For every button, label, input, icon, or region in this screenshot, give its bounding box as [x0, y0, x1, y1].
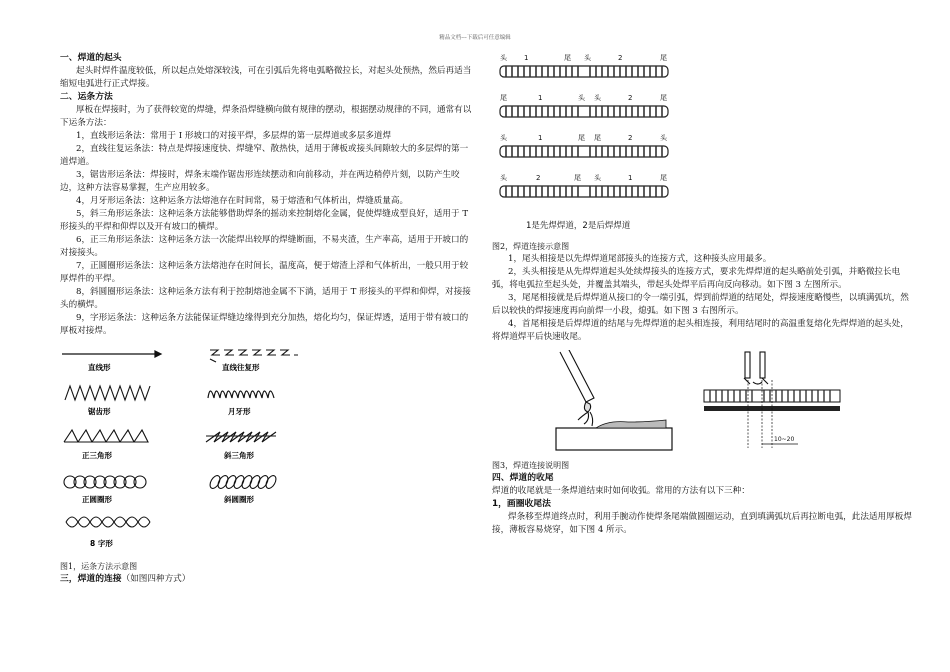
- fig2-c-num-1: 1: [538, 134, 543, 142]
- fig2-b-head-left: 头: [578, 94, 585, 102]
- section-title-start: 一、焊道的起头: [60, 53, 122, 63]
- technique-item-5: 5，斜三角形运条法：这种运条方法能够借助焊条的摇动来控制熔化金属，促使焊缝成型良好，适用于 T 形接头的平焊和仰焊以及开有坡口的横焊。: [60, 209, 469, 232]
- technique-item-8: 8，斜圆圈形运条法：这种运条方法有利于控制熔池金属不下淌，适用于 T 形接头的平焊和仰焊，对接接头的横焊。: [60, 287, 471, 310]
- connection-item-1: 1，尾头相接是以先焊焊道尾部接头的连接方式，这种接头应用最多。: [508, 254, 772, 264]
- fig1-label-8: 斜圆圈形: [224, 495, 254, 504]
- fig2-b-tail-right: 尾: [660, 94, 667, 102]
- fig2-d-head-right: 头: [594, 174, 601, 182]
- left-workpiece: [556, 428, 672, 450]
- fig2-a-tail-right: 尾: [660, 54, 667, 62]
- section-title-connection-suffix: （如图四种方式）: [121, 574, 191, 584]
- fig1-label-3: 锯齿形: [88, 407, 111, 416]
- section-intro-technique: 厚板在焊接时，为了获得较宽的焊缝，焊条沿焊缝横向做有规律的摆动，根据摆动规律的不同，通常有以下运条方法：: [60, 105, 472, 128]
- fig2-a-num-1: 1: [524, 54, 529, 62]
- ending-method-1-text: 焊条移至焊道终点时，利用手腕动作使焊条尾端做圆圈运动，直到填满弧坑后再拉断电弧，此法适用厚板焊接，薄板容易烧穿，如下图 4 所示。: [492, 512, 912, 535]
- fig2-b-tail-left: 尾: [500, 94, 507, 102]
- fig2-d-tail-left: 尾: [574, 174, 581, 182]
- left-weld-bead: [596, 420, 666, 428]
- pattern-zigzag-icon: [65, 386, 150, 400]
- fig2-b-num-2: 2: [628, 94, 633, 102]
- right-column: [492, 52, 914, 537]
- technique-item-7: 7，正圆圈形运条法：这种运条方法熔池存在时间长，温度高，便于熔渣上浮和气体析出，一般只用于较厚焊件的平焊。: [60, 261, 469, 284]
- fig1-label-9: 8 字形: [90, 539, 113, 548]
- connection-item-3: 3，尾尾相接就是后焊焊道从接口的令一端引弧，焊到前焊道的结尾处，焊接速度略慢些，以填满弧坑，然后以较快的焊接速度再向前焊一小段，熄弧。如下图 3 右图所示。: [492, 293, 909, 316]
- figure-3-caption: 图3，焊道连接说明图: [492, 461, 570, 470]
- technique-item-9: 9，字形运条法：这种运条方法能保证焊缝边缘得到充分加热，熔化均匀，保证焊透，适用于带有坡口的厚板对接焊。: [60, 313, 469, 336]
- fig2-d-num-2: 2: [536, 174, 541, 182]
- pattern-backforth-icon: [210, 350, 298, 362]
- pattern-oblique-circle-icon: [208, 474, 278, 490]
- pattern-crescent-icon: [208, 391, 274, 398]
- fig2-a-head-left: 头: [500, 54, 507, 62]
- fig1-label-4: 月牙形: [228, 407, 251, 416]
- fig1-label-7: 正圆圈形: [82, 495, 112, 504]
- pattern-circle-icon: [64, 476, 146, 488]
- section-title-connection-line: [60, 573, 472, 586]
- figure-3-connection-illustration: [548, 350, 848, 455]
- fig1-label-5: 正三角形: [82, 451, 112, 460]
- technique-item-4: 4，月牙形运条法：这种运条方法熔池存在时间常，易于熔渣和气体析出，焊缝质量高。: [76, 196, 409, 206]
- section-title-ending: 四、焊道的收尾: [492, 473, 554, 483]
- technique-item-6: 6，正三角形运条法：这种运条方法一次能焊出较厚的焊缝断面，不易夹渣，生产率高，适用于开坡口的对接接头。: [60, 235, 469, 258]
- welding-electrode-icon: [560, 350, 594, 426]
- left-column: [60, 52, 472, 586]
- fig2-c-tail-left: 尾: [578, 134, 585, 142]
- figure-2-caption: 图2，焊道连接示意图: [492, 242, 570, 251]
- fig2-c-bead: [500, 146, 668, 157]
- fig2-b-bead: [500, 106, 668, 117]
- fig1-label-1: 直线形: [88, 363, 111, 372]
- fig2-d-head-left: 头: [500, 174, 507, 182]
- technique-item-2: 2，直线往复运条法：特点是焊接速度快、焊缝窄、散热快，适用于薄板或接头间隙较大的多层焊的第一道焊道。: [60, 144, 469, 167]
- figure-1-caption: 图1，运条方法示意图: [60, 562, 138, 571]
- fig2-b-head-right: 头: [594, 94, 601, 102]
- pattern-straight-icon: [62, 351, 161, 357]
- figure-1-technique-diagram: [60, 346, 360, 556]
- fig2-d-bead: [500, 186, 668, 197]
- fig2-d-tail-right: 尾: [660, 174, 667, 182]
- section-title-connection: 三，焊道的连接: [60, 574, 122, 584]
- fig1-label-6: 斜三角形: [224, 451, 254, 460]
- fig2-a-bead: [500, 66, 668, 77]
- fig2-a-tail-left: 尾: [564, 54, 571, 62]
- pattern-oblique-triangle-icon: [206, 432, 276, 442]
- right-weld-ripples: [710, 390, 830, 402]
- connection-item-2: 2，头头相接是从先焊焊道起头处续焊接头的连接方式，要求先焊焊道的起头略前处引弧，并略微拉长电弧，将电弧拉至起头处，并覆盖其端头，带起头处焊平后再向反向移动。如下图 3 左图所示。: [492, 267, 901, 290]
- page-header: 精品文档---下载后可任意编辑: [439, 35, 511, 41]
- fig3-dimension-label: 10~20: [774, 436, 795, 443]
- figure-2-connection-diagram: [498, 52, 678, 240]
- fig2-a-num-2: 2: [618, 54, 623, 62]
- section-text-start: 起头时焊件温度较低，所以起点处熔深较浅，可在引弧后先将电弧略微拉长，对起头处预热，然后再适当缩短电弧进行正式焊接。: [60, 66, 472, 89]
- welding-electrodes-icon: [744, 352, 768, 384]
- fig2-b-num-1: 1: [538, 94, 543, 102]
- fig2-c-head-right: 头: [660, 134, 667, 142]
- fig2-c-head-left: 头: [500, 134, 507, 142]
- technique-item-3: 3，锯齿形运条法：焊接时，焊条末端作锯齿形连续摆动和向前移动，并在两边稍停片刻，以防产生咬边，这种方法容易掌握，生产应用较多。: [60, 170, 460, 193]
- ending-method-1-title: 1，画圈收尾法: [492, 499, 551, 509]
- fig2-legend: 1是先焊焊道，2是后焊焊道: [526, 221, 631, 231]
- fig2-c-tail-right: 尾: [594, 134, 601, 142]
- connection-item-4: 4，首尾相接是后焊焊道的结尾与先焊焊道的起头相连接，利用结尾时的高温重复熔化先焊焊道的起头处，将焊道焊平后快速收尾。: [492, 319, 909, 342]
- pattern-figure-eight-icon: [66, 517, 150, 527]
- fig2-d-num-1: 1: [628, 174, 633, 182]
- section-title-technique: 二、运条方法: [60, 92, 113, 102]
- pattern-triangle-icon: [64, 430, 148, 442]
- section-text-ending: 焊道的收尾就是一条焊道结束时如何收弧。常用的方法有以下三种：: [492, 486, 750, 496]
- technique-item-1: 1，直线形运条法：常用于 I 形坡口的对接平焊，多层焊的第一层焊道或多层多道焊: [76, 131, 392, 141]
- fig1-label-2: 直线往复形: [222, 363, 260, 372]
- fig2-c-num-2: 2: [628, 134, 633, 142]
- fig2-a-head-right: 头: [584, 54, 591, 62]
